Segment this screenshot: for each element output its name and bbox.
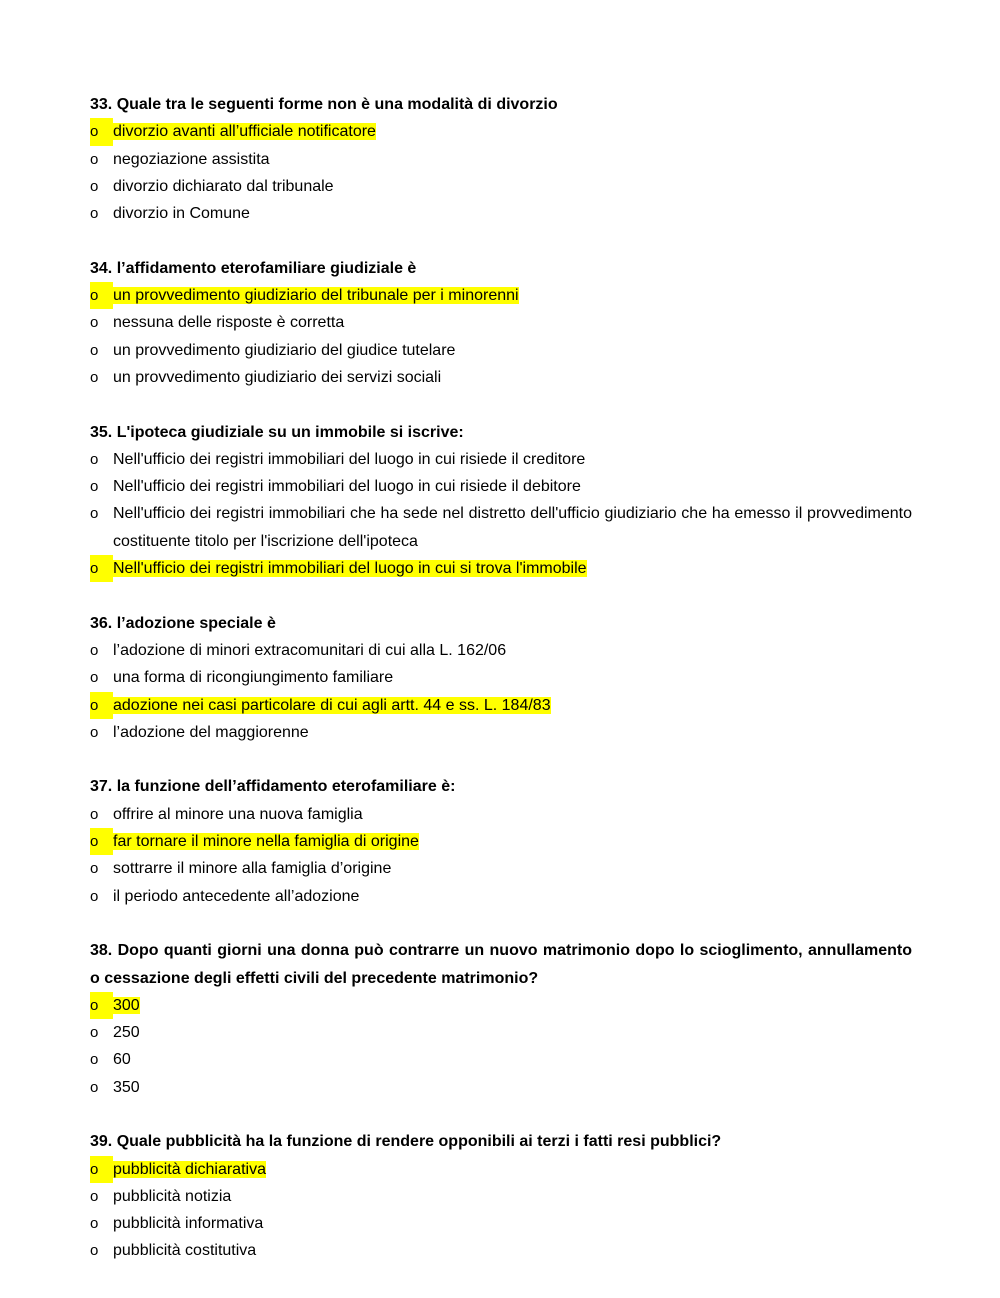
answer-option-correct	[90, 282, 912, 309]
question-block	[90, 773, 912, 909]
answer-option	[90, 337, 912, 364]
answer-options	[90, 801, 912, 910]
answer-options	[90, 282, 912, 391]
bullet-circle-icon: o	[90, 1156, 113, 1183]
answer-option	[90, 637, 912, 664]
bullet-circle-icon: o	[90, 1024, 99, 1042]
bullet-circle-icon: o	[90, 118, 113, 145]
answer-options	[90, 118, 912, 227]
answer-option-text: Nell'ufficio dei registri immobiliari che ha sede nel distretto dell'ufficio giudiziario che ha emesso il provvedimento costituente titolo per l'iscrizione dell'ipoteca	[113, 505, 912, 550]
answer-option-text: pubblicità informativa	[113, 1215, 264, 1233]
bullet-circle-icon: o	[90, 282, 113, 309]
answer-option-text: offrire al minore una nuova famiglia	[113, 805, 363, 823]
answer-option	[90, 1237, 912, 1264]
answer-option-text: nessuna delle risposte è corretta	[113, 314, 345, 332]
question-block	[90, 937, 912, 1101]
answer-option-text: pubblicità dichiarativa	[113, 1160, 266, 1178]
bullet-circle-icon: o	[90, 341, 99, 359]
answer-option-text: Nell'ufficio dei registri immobiliari del luogo in cui si trova l'immobile	[113, 560, 587, 578]
answer-option-text: negoziazione assistita	[113, 150, 270, 168]
answer-option-correct	[90, 692, 912, 719]
bullet-circle-icon: o	[90, 205, 99, 223]
bullet-circle-icon: o	[90, 505, 99, 523]
answer-option-text: divorzio in Comune	[113, 205, 250, 223]
answer-option	[90, 801, 912, 828]
answer-option-text: pubblicità costitutiva	[113, 1242, 257, 1260]
answer-option-text: un provvedimento giudiziario del giudice tutelare	[113, 341, 456, 359]
answer-option-correct	[90, 1156, 912, 1183]
bullet-circle-icon: o	[90, 1051, 99, 1069]
bullet-circle-icon: o	[90, 150, 99, 168]
answer-option	[90, 1074, 912, 1101]
answer-option	[90, 200, 912, 227]
answer-option-text: adozione nei casi particolare di cui agli artt. 44 e ss. L. 184/83	[113, 696, 551, 714]
question-title: 35. L'ipoteca giudiziale su un immobile si iscrive:	[90, 423, 464, 441]
answer-option	[90, 309, 912, 336]
answer-option-correct	[90, 118, 912, 145]
bullet-circle-icon: o	[90, 641, 99, 659]
answer-option	[90, 855, 912, 882]
answer-option-text: il periodo antecedente all’adozione	[113, 887, 360, 905]
answer-option	[90, 1046, 912, 1073]
answer-option-correct	[90, 555, 912, 582]
answer-option	[90, 364, 912, 391]
question-block	[90, 610, 912, 746]
answer-options	[90, 992, 912, 1101]
bullet-circle-icon: o	[90, 692, 113, 719]
answer-option-text: sottrarre il minore alla famiglia d’origine	[113, 860, 392, 878]
question-block	[90, 419, 912, 583]
answer-option	[90, 173, 912, 200]
answer-option	[90, 500, 912, 555]
answer-option-correct	[90, 992, 912, 1019]
answer-options	[90, 446, 912, 582]
answer-options	[90, 1156, 912, 1265]
answer-option-text: 60	[113, 1051, 131, 1069]
answer-option-text: un provvedimento giudiziario dei servizi sociali	[113, 368, 442, 386]
answer-option-text: divorzio avanti all’ufficiale notificatore	[113, 123, 376, 141]
bullet-circle-icon: o	[90, 887, 99, 905]
question-block	[90, 255, 912, 391]
bullet-circle-icon: o	[90, 860, 99, 878]
answer-option	[90, 446, 912, 473]
question-title: 36. l’adozione speciale è	[90, 614, 276, 632]
answer-option	[90, 146, 912, 173]
bullet-circle-icon: o	[90, 805, 99, 823]
bullet-circle-icon: o	[90, 1078, 99, 1096]
answer-option-text: Nell'ufficio dei registri immobiliari del luogo in cui risiede il creditore	[113, 450, 586, 468]
answer-option	[90, 1019, 912, 1046]
answer-options	[90, 637, 912, 746]
bullet-circle-icon: o	[90, 177, 99, 195]
answer-option-text: l’adozione di minori extracomunitari di cui alla L. 162/06	[113, 641, 507, 659]
answer-option-text: 300	[113, 996, 140, 1014]
bullet-circle-icon: o	[90, 368, 99, 386]
bullet-circle-icon: o	[90, 992, 113, 1019]
bullet-circle-icon: o	[90, 669, 99, 687]
question-title: 38. Dopo quanti giorni una donna può contrarre un nuovo matrimonio dopo lo scioglimento, annullamento o cessazione degli effetti civili del precedente matrimonio?	[90, 942, 912, 987]
bullet-circle-icon: o	[90, 1242, 99, 1260]
bullet-circle-icon: o	[90, 828, 113, 855]
answer-option	[90, 1183, 912, 1210]
answer-option	[90, 473, 912, 500]
answer-option-correct	[90, 828, 912, 855]
answer-option	[90, 1210, 912, 1237]
question-title: 39. Quale pubblicità ha la funzione di rendere opponibili ai terzi i fatti resi pubblici?	[90, 1133, 722, 1151]
question-title: 33. Quale tra le seguenti forme non è una modalità di divorzio	[90, 96, 558, 113]
answer-option	[90, 883, 912, 910]
answer-option-text: l’adozione del maggiorenne	[113, 723, 309, 741]
question-block	[90, 1128, 912, 1264]
bullet-circle-icon: o	[90, 1187, 99, 1205]
answer-option	[90, 664, 912, 691]
bullet-circle-icon: o	[90, 723, 99, 741]
bullet-circle-icon: o	[90, 450, 99, 468]
bullet-circle-icon: o	[90, 478, 99, 496]
question-block	[90, 91, 912, 227]
answer-option-text: un provvedimento giudiziario del tribunale per i minorenni	[113, 287, 519, 305]
answer-option-text: 350	[113, 1078, 140, 1096]
answer-option-text: pubblicità notizia	[113, 1187, 232, 1205]
answer-option-text: 250	[113, 1024, 140, 1042]
answer-option-text: Nell'ufficio dei registri immobiliari del luogo in cui risiede il debitore	[113, 478, 581, 496]
answer-option	[90, 719, 912, 746]
question-title: 37. la funzione dell’affidamento eterofamiliare è:	[90, 778, 456, 796]
question-title: 34. l’affidamento eterofamiliare giudiziale è	[90, 259, 417, 277]
answer-option-text: far tornare il minore nella famiglia di origine	[113, 833, 419, 851]
question-list	[90, 91, 912, 1265]
bullet-circle-icon: o	[90, 1215, 99, 1233]
answer-option-text: divorzio dichiarato dal tribunale	[113, 177, 334, 195]
bullet-circle-icon: o	[90, 314, 99, 332]
bullet-circle-icon: o	[90, 555, 113, 582]
answer-option-text: una forma di ricongiungimento familiare	[113, 669, 394, 687]
